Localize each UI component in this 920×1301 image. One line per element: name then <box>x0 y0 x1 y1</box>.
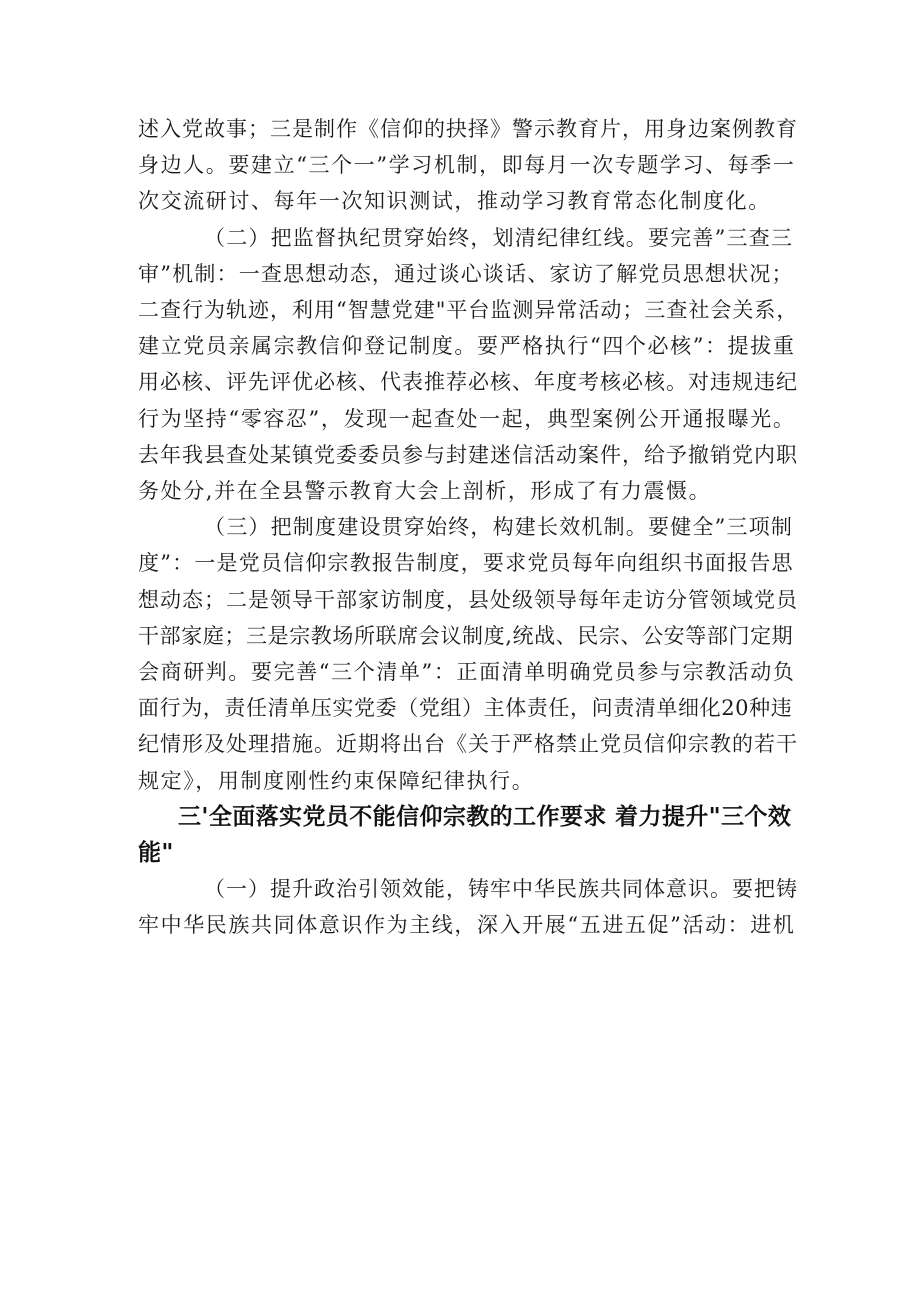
paragraph-line: 次交流研讨、每年一次知识测试，推动学习教育常态化制度化。 <box>138 189 771 214</box>
paragraph-line: 务处分,并在全县警示教育大会上剖析，形成了有力震慑。 <box>138 479 712 504</box>
paragraph-line: （二）把监督执纪贯穿始终，划清纪律红线。要完善”三查三 <box>204 225 794 250</box>
paragraph-line: 面行为，责任清单压实党委（党组）主体责任，问责清单细化20种违 <box>138 696 793 721</box>
document-body <box>138 111 798 943</box>
paragraph-2 <box>138 220 798 510</box>
paragraph-line: 纪情形及处理措施。近期将出台《关于严格禁止党员信仰宗教的若干 <box>138 732 798 757</box>
paragraph-line: 用必核、评先评优必核、代表推荐必核、年度考核必核。对违规违纪 <box>138 370 798 395</box>
paragraph-3 <box>138 509 798 799</box>
paragraph-line: 规定》，用制度刚性约束保障纪律执行。 <box>138 768 535 793</box>
paragraph-line: 建立党员亲属宗教信仰登记制度。要严格执行“四个必核”：提拔重 <box>138 334 796 359</box>
heading-line: 三'全面落实党员不能信仰宗教的工作要求 着力提升"三个效 <box>178 803 792 830</box>
heading-line: 能" <box>138 839 174 866</box>
paragraph-line: 身边人。要建立“三个一”学习机制，即每月一次专题学习、每季一 <box>138 153 796 178</box>
paragraph-1 <box>138 111 798 220</box>
section-heading <box>138 799 798 871</box>
paragraph-4 <box>138 871 798 943</box>
paragraph-line: 行为坚持“零容忍”，发现一起查处一起，典型案例公开通报曝光。 <box>138 406 796 431</box>
paragraph-line: 述入党故事；三是制作《信仰的抉择》警示教育片，用身边案例教育 <box>138 117 798 141</box>
paragraph-line: 会商研判。要完善“三个清单”：正面清单明确党员参与宗教活动负 <box>138 660 796 685</box>
paragraph-line: 牢中华民族共同体意识作为主线，深入开展“五进五促”活动：进机 <box>138 913 796 938</box>
paragraph-line: 想动态；二是领导干部家访制度，县处级领导每年走访分管领域党员 <box>138 587 798 612</box>
paragraph-line: 审”机制：一查思想动态，通过谈心谈话、家访了解党员思想状况； <box>138 261 794 286</box>
paragraph-line: （三）把制度建设贯穿始终，构建长效机制。要健全”三项制 <box>204 515 794 540</box>
paragraph-line: 干部家庭；三是宗教场所联席会议制度,统战、民宗、公安等部门定期 <box>138 623 794 648</box>
paragraph-line: （一）提升政治引领效能，铸牢中华民族共同体意识。要把铸 <box>204 876 798 901</box>
paragraph-line: 去年我县查处某镇党委委员参与封建迷信活动案件，给予撤销党内职 <box>138 442 798 467</box>
paragraph-line: 度”：一是党员信仰宗教报告制度，要求党员每年向组织书面报告思 <box>138 551 794 576</box>
paragraph-line: 二查行为轨迹，利用“智慧党建"平台监测异常活动；三查社会关系， <box>138 298 799 323</box>
